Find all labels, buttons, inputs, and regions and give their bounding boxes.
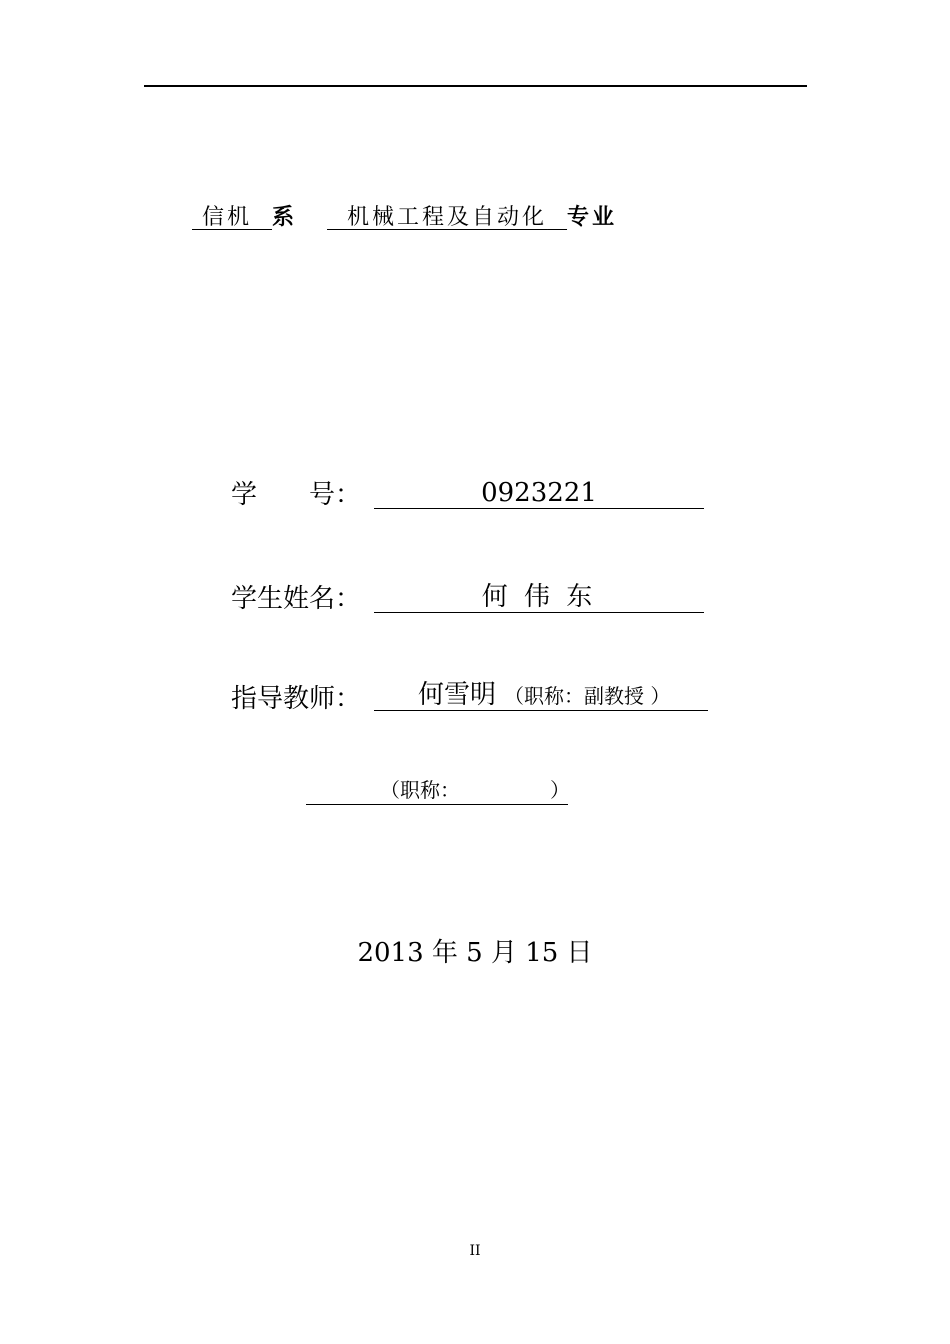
student-name-field [374,578,704,613]
student-id-field [374,474,704,509]
second-advisor-field [306,772,568,805]
major-suffix: 专业 [567,204,618,230]
student-id-value: 0923221 [481,478,597,508]
student-name-label: 学生姓名： [231,584,362,614]
page-number: II [469,1243,481,1259]
department-major-line [192,200,617,231]
advisor-name: 何雪明 [418,680,497,710]
advisor-label: 指导教师： [231,684,362,714]
advisor-field [374,676,708,711]
major-name: 机械工程及自动化 [347,205,548,230]
student-name-value: 何 伟 东 [481,582,597,612]
header-rule [144,85,807,87]
advisor-title: （职称：副教授 ） [504,684,671,708]
department-name: 信机 [202,205,253,230]
submission-date: 2013 年 5 月 15 日 [357,938,593,968]
student-id-label: 学 号： [231,480,362,510]
second-advisor-title: （职称： ） [380,778,570,802]
department-suffix: 系 [272,204,298,230]
